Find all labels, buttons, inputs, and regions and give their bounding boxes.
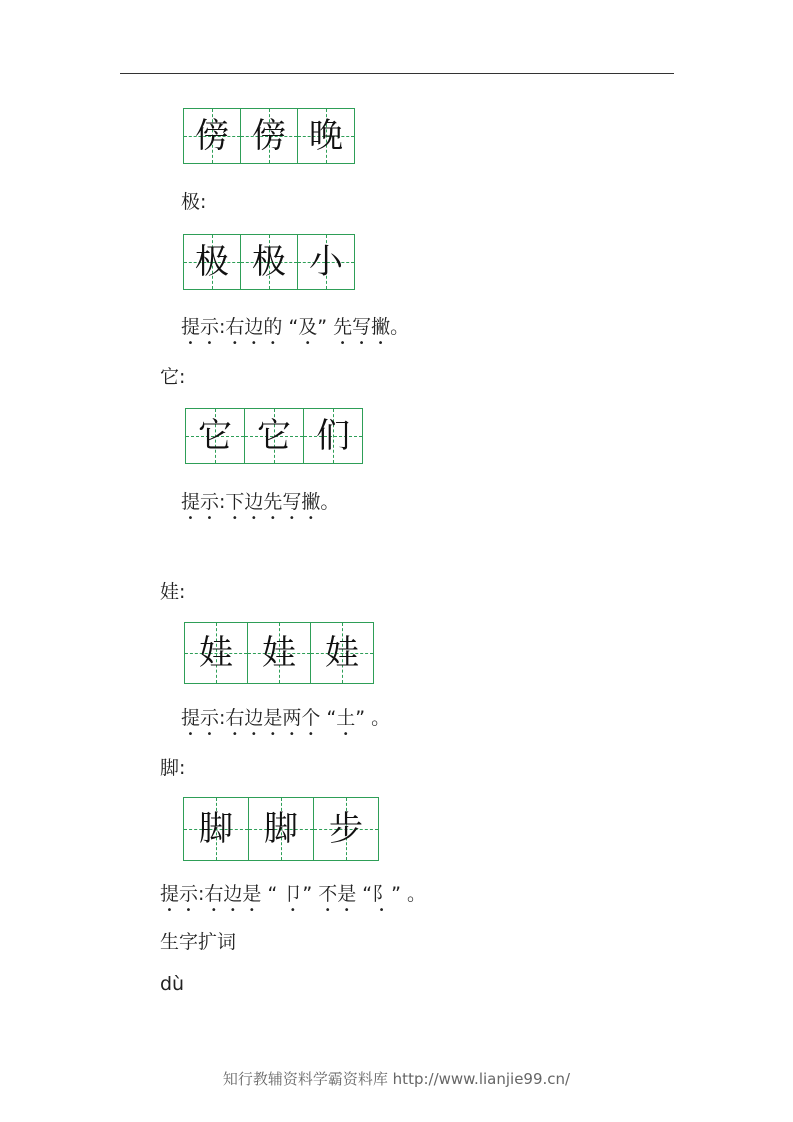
hint-jiao: 提示:右边是 “ 卩” 不是 “阝” 。 — [160, 883, 426, 905]
grid-cell: 脚 — [184, 797, 249, 861]
char-grid-bangwan — [183, 108, 355, 164]
char-grid-wawa — [184, 622, 374, 684]
grid-cell: 娃 — [248, 622, 311, 684]
grid-cell: 娃 — [311, 622, 374, 684]
grid-cell: 小 — [298, 234, 355, 290]
hint-ta: 提示:下边先写撇。 — [181, 491, 340, 513]
grid-cell: 脚 — [249, 797, 314, 861]
hint-ji: 提示:右边的 “及” 先写撇。 — [181, 316, 410, 338]
grid-cell: 傍 — [241, 108, 298, 164]
grid-cell: 们 — [304, 408, 363, 464]
char-grid-tamen — [185, 408, 363, 464]
grid-cell: 娃 — [185, 622, 248, 684]
pinyin-du: dù — [160, 973, 185, 995]
char-grid-jiaobu — [183, 797, 379, 861]
label-ji: 极: — [181, 191, 207, 213]
grid-cell: 步 — [314, 797, 379, 861]
grid-cell: 它 — [186, 408, 245, 464]
grid-cell: 极 — [184, 234, 241, 290]
label-jiao: 脚: — [160, 757, 186, 779]
grid-cell: 傍 — [184, 108, 241, 164]
grid-cell: 它 — [245, 408, 304, 464]
char-grid-jixiao — [183, 234, 355, 290]
grid-cell: 晚 — [298, 108, 355, 164]
hint-wa: 提示:右边是两个 “土” 。 — [181, 707, 391, 729]
section-title: 生字扩词 — [160, 931, 237, 953]
header-rule — [120, 73, 674, 74]
label-ta: 它: — [160, 366, 186, 388]
label-wa: 娃: — [160, 581, 186, 603]
footer-watermark: 知行教辅资料学霸资料库 http://www.lianjie99.cn/ — [222, 1070, 571, 1088]
grid-cell: 极 — [241, 234, 298, 290]
